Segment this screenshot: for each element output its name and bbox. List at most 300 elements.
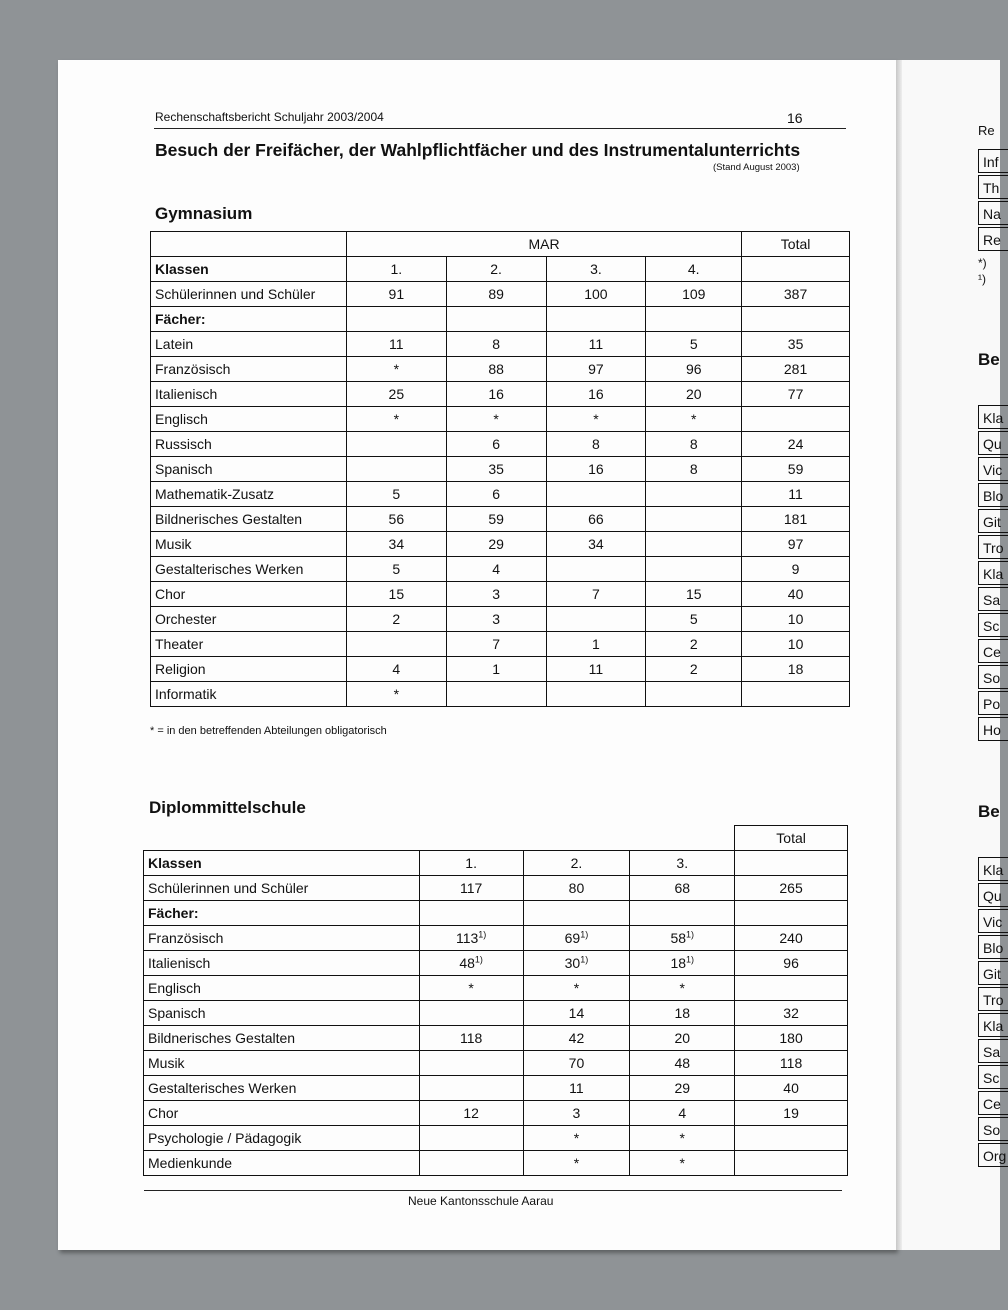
table-row: [144, 1001, 848, 1026]
next-page-cell: Git: [978, 509, 1008, 533]
footnote-marker: 1): [686, 954, 695, 965]
cell-value: [419, 1151, 523, 1176]
cell-value: 11: [546, 657, 646, 682]
cell-total: 97: [742, 532, 850, 557]
next-page-cell: Ce: [978, 639, 1008, 663]
cell-total: 10: [742, 607, 850, 632]
row-label: Latein: [151, 332, 347, 357]
cell-value: [630, 1051, 735, 1076]
empty-cell: [151, 232, 347, 257]
table-row: [151, 232, 850, 257]
cell-value: [523, 976, 630, 1001]
empty-cell: [735, 901, 848, 926]
dms-table: [143, 825, 848, 1176]
cell-value: [630, 1001, 735, 1026]
cell-value: 117: [419, 876, 523, 901]
cell-number: 48: [674, 1055, 691, 1071]
cell-number: 3: [572, 1105, 581, 1121]
cell-value: [546, 682, 646, 707]
cell-total: [735, 1076, 848, 1101]
cell-value: 5: [646, 332, 742, 357]
table-row: [144, 1026, 848, 1051]
table-row: [144, 826, 848, 851]
next-page-cell: Blo: [978, 483, 1008, 507]
cell-total: [735, 926, 848, 951]
next-page-cell: Sa: [978, 587, 1008, 611]
row-label: Medienkunde: [144, 1151, 420, 1176]
cell-value: 5: [346, 557, 446, 582]
empty-cell: [144, 826, 420, 851]
table-row: [151, 657, 850, 682]
cell-value: 97: [546, 357, 646, 382]
header-rule: [154, 128, 846, 129]
row-label: Schülerinnen und Schüler: [151, 282, 347, 307]
cell-value: [630, 1151, 735, 1176]
cell-total: 35: [742, 332, 850, 357]
cell-value: [523, 1001, 630, 1026]
running-header: Rechenschaftsbericht Schuljahr 2003/2004: [155, 110, 384, 124]
cell-value: [523, 1026, 630, 1051]
cell-number: 70: [568, 1055, 585, 1071]
cell-total: 9: [742, 557, 850, 582]
cell-value: [546, 557, 646, 582]
cell-value: [446, 682, 546, 707]
table-row: [144, 926, 848, 951]
table-row: [151, 582, 850, 607]
table-row: [144, 951, 848, 976]
cell-value: 89: [446, 282, 546, 307]
footnote-marker: 1): [580, 954, 589, 965]
cell-total: 59: [742, 457, 850, 482]
cell-value: 59: [446, 507, 546, 532]
cell-number: 30: [564, 955, 581, 971]
total-header: Total: [735, 826, 848, 851]
row-label: Mathematik-Zusatz: [151, 482, 347, 507]
cell-value: 5: [346, 482, 446, 507]
table-row: [144, 1126, 848, 1151]
table-row: [151, 432, 850, 457]
cell-value: 20: [646, 382, 742, 407]
next-page-cell: Po: [978, 691, 1008, 715]
cell-value: 8: [646, 457, 742, 482]
footnote-marker: 1): [474, 954, 483, 965]
empty-cell: [742, 307, 850, 332]
cell-value: 6: [446, 482, 546, 507]
cell-number: 20: [674, 1030, 691, 1046]
next-page-cell: Th: [978, 175, 1008, 199]
cell-number: *: [679, 1130, 685, 1146]
cell-number: *: [468, 980, 474, 996]
footnote: * = in den betreffenden Abteilungen obligatorisch: [150, 725, 387, 737]
cell-number: *: [573, 1155, 580, 1171]
cell-total: 24: [742, 432, 850, 457]
faecher-label: Fächer:: [151, 307, 347, 332]
cell-number: 69: [564, 930, 581, 946]
next-page-cell: Tro: [978, 535, 1008, 559]
page-number: 16: [787, 110, 803, 126]
class-header: 1.: [346, 257, 446, 282]
cell-total: [735, 1001, 848, 1026]
empty-cell: [419, 826, 523, 851]
table-row: [151, 507, 850, 532]
cell-value: 56: [346, 507, 446, 532]
cell-value: [419, 1076, 523, 1101]
row-label: Gestalterisches Werken: [151, 557, 347, 582]
next-page-header: Re: [978, 123, 995, 138]
cell-value: [546, 482, 646, 507]
cell-value: 2: [646, 657, 742, 682]
next-page-cell: Vic: [978, 909, 1008, 933]
row-label: Bildnerisches Gestalten: [144, 1026, 420, 1051]
row-label: Französisch: [151, 357, 347, 382]
cell-number: *: [679, 980, 685, 996]
class-header: 1.: [419, 851, 523, 876]
cell-value: 15: [346, 582, 446, 607]
table-row: [151, 632, 850, 657]
empty-cell: [446, 307, 546, 332]
row-label: Russisch: [151, 432, 347, 457]
empty-cell: [523, 826, 630, 851]
cell-number: 48: [459, 955, 475, 971]
cell-value: 3: [446, 582, 546, 607]
table-row: [144, 901, 848, 926]
next-page-note: ¹): [978, 272, 986, 286]
table-row: [144, 1051, 848, 1076]
cell-total: 18: [742, 657, 850, 682]
cell-number: *: [573, 1130, 580, 1146]
table-row: [151, 282, 850, 307]
table-row: [151, 332, 850, 357]
cell-value: [646, 532, 742, 557]
next-page-cell: Qu: [978, 883, 1008, 907]
class-header: 2.: [523, 851, 630, 876]
row-label: Religion: [151, 657, 347, 682]
table-row: [144, 976, 848, 1001]
next-page-cell: Sc: [978, 1065, 1008, 1089]
cell-total: [742, 407, 850, 432]
cell-value: 11: [346, 332, 446, 357]
footnote-marker: 1): [580, 929, 589, 940]
cell-value: *: [346, 407, 446, 432]
row-label: Englisch: [151, 407, 347, 432]
next-page-cell: So: [978, 1117, 1008, 1141]
cell-value: 109: [646, 282, 742, 307]
cell-number: 32: [783, 1005, 799, 1021]
cell-total: [735, 976, 848, 1001]
empty-cell: [523, 901, 630, 926]
cell-number: 96: [783, 955, 799, 971]
klassen-label: Klassen: [144, 851, 420, 876]
cell-number: 19: [783, 1105, 799, 1121]
cell-value: [523, 1151, 630, 1176]
next-page-cell: So: [978, 665, 1008, 689]
table-row: [151, 357, 850, 382]
stand-date: (Stand August 2003): [713, 162, 800, 173]
empty-cell: [346, 307, 446, 332]
cell-total: [735, 1026, 848, 1051]
next-page-cell: Re: [978, 227, 1008, 251]
cell-number: *: [679, 1155, 685, 1171]
cell-number: 12: [463, 1105, 479, 1121]
row-label: Französisch: [144, 926, 420, 951]
section-title-dms: Diplommittelschule: [149, 798, 306, 817]
cell-value: *: [646, 407, 742, 432]
total-header: Total: [742, 232, 850, 257]
cell-value: 100: [546, 282, 646, 307]
cell-value: 80: [523, 876, 630, 901]
table-row: [144, 876, 848, 901]
cell-value: 16: [446, 382, 546, 407]
next-page-heading: Be: [978, 350, 1000, 369]
cell-value: [419, 1126, 523, 1151]
next-page-cell: Qu: [978, 431, 1008, 455]
table-row: [144, 1151, 848, 1176]
row-label: Spanisch: [144, 1001, 420, 1026]
cell-value: 88: [446, 357, 546, 382]
cell-total: [735, 1101, 848, 1126]
cell-value: *: [546, 407, 646, 432]
cell-value: 66: [546, 507, 646, 532]
cell-value: [523, 951, 630, 976]
cell-value: [523, 1076, 630, 1101]
next-page-note: *): [978, 256, 987, 270]
cell-value: [523, 1051, 630, 1076]
cell-value: *: [446, 407, 546, 432]
class-header: 2.: [446, 257, 546, 282]
klassen-label: Klassen: [151, 257, 347, 282]
cell-number: 180: [779, 1030, 803, 1046]
table-row: [144, 1101, 848, 1126]
cell-value: 8: [446, 332, 546, 357]
page-title: Besuch der Freifächer, der Wahlpflichtfächer und des Instrumentalunterrichts: [155, 140, 801, 160]
row-label: Italienisch: [151, 382, 347, 407]
footer-rule: [144, 1190, 842, 1191]
cell-value: [523, 1126, 630, 1151]
cell-total: [742, 682, 850, 707]
next-page-cell: Kla: [978, 405, 1008, 429]
next-page-cell: Na: [978, 201, 1008, 225]
table-row: [151, 257, 850, 282]
cell-total: 10: [742, 632, 850, 657]
cell-value: [630, 1026, 735, 1051]
cell-number: 240: [779, 930, 803, 946]
cell-value: [419, 1001, 523, 1026]
cell-total: [735, 1126, 848, 1151]
cell-value: [646, 682, 742, 707]
row-label: Schülerinnen und Schüler: [144, 876, 420, 901]
table-row: [151, 307, 850, 332]
cell-value: *: [346, 357, 446, 382]
cell-value: [630, 1101, 735, 1126]
cell-total: [735, 1051, 848, 1076]
row-label: Musik: [151, 532, 347, 557]
cell-value: 16: [546, 457, 646, 482]
next-page-cell: Kla: [978, 561, 1008, 585]
row-label: Spanisch: [151, 457, 347, 482]
gymnasium-table: [150, 231, 850, 707]
cell-value: 91: [346, 282, 446, 307]
cell-value: 16: [546, 382, 646, 407]
next-page-cell: Sc: [978, 613, 1008, 637]
cell-value: [419, 951, 523, 976]
report-page: [58, 60, 896, 1250]
footnote-marker: 1): [478, 929, 487, 940]
cell-total: 40: [742, 582, 850, 607]
cell-number: 18: [670, 955, 687, 971]
cell-number: 18: [674, 1005, 691, 1021]
cell-total: 11: [742, 482, 850, 507]
empty-cell: [630, 901, 735, 926]
cell-number: 118: [779, 1055, 803, 1071]
row-label: Theater: [151, 632, 347, 657]
cell-value: [419, 926, 523, 951]
row-label: Orchester: [151, 607, 347, 632]
class-header: 4.: [646, 257, 742, 282]
cell-value: 3: [446, 607, 546, 632]
cell-value: 35: [446, 457, 546, 482]
cell-value: 7: [546, 582, 646, 607]
cell-value: *: [346, 682, 446, 707]
cell-number: *: [573, 980, 580, 996]
row-label: Englisch: [144, 976, 420, 1001]
cell-value: [646, 482, 742, 507]
cell-value: [630, 1126, 735, 1151]
row-label: Chor: [144, 1101, 420, 1126]
cell-value: 1: [546, 632, 646, 657]
next-page-cell: Kla: [978, 857, 1008, 881]
cell-number: 42: [568, 1030, 585, 1046]
cell-value: [419, 976, 523, 1001]
footnote-marker: 1): [686, 929, 695, 940]
cell-number: 4: [678, 1105, 687, 1121]
next-page-cell: Blo: [978, 935, 1008, 959]
cell-value: [630, 926, 735, 951]
cell-value: 6: [446, 432, 546, 457]
cell-total: 181: [742, 507, 850, 532]
cell-total: 265: [735, 876, 848, 901]
cell-value: [646, 507, 742, 532]
cell-value: 2: [346, 607, 446, 632]
cell-value: [346, 432, 446, 457]
table-row: [151, 382, 850, 407]
cell-value: 4: [346, 657, 446, 682]
section-title-gymnasium: Gymnasium: [155, 204, 253, 223]
next-page-cell: Inf: [978, 149, 1008, 173]
next-page-heading: Be: [978, 802, 1000, 821]
cell-value: 2: [646, 632, 742, 657]
table-row: [151, 482, 850, 507]
empty-cell: [742, 257, 850, 282]
cell-value: [630, 976, 735, 1001]
next-page-cell: Git: [978, 961, 1008, 985]
cell-total: 77: [742, 382, 850, 407]
cell-value: 1: [446, 657, 546, 682]
empty-cell: [546, 307, 646, 332]
cell-value: 25: [346, 382, 446, 407]
cell-value: [630, 951, 735, 976]
cell-number: 11: [569, 1080, 584, 1096]
class-header: 3.: [546, 257, 646, 282]
cell-value: 11: [546, 332, 646, 357]
cell-value: 15: [646, 582, 742, 607]
cell-number: 118: [459, 1030, 483, 1046]
cell-value: [346, 632, 446, 657]
next-page-cell: Tro: [978, 987, 1008, 1011]
cell-total: 281: [742, 357, 850, 382]
cell-value: 7: [446, 632, 546, 657]
cell-value: [523, 926, 630, 951]
cell-value: 96: [646, 357, 742, 382]
table-row: [151, 457, 850, 482]
cell-value: [419, 1051, 523, 1076]
next-page-cell: Ce: [978, 1091, 1008, 1115]
row-label: Italienisch: [144, 951, 420, 976]
table-row: [151, 682, 850, 707]
cell-value: [419, 1026, 523, 1051]
next-page-edge: [902, 60, 1007, 1250]
footer-text: Neue Kantonsschule Aarau: [408, 1194, 554, 1208]
cell-value: [419, 1101, 523, 1126]
cell-total: 387: [742, 282, 850, 307]
cell-number: 58: [670, 930, 687, 946]
cell-value: 4: [446, 557, 546, 582]
class-header: 3.: [630, 851, 735, 876]
cell-value: [523, 1101, 630, 1126]
cell-value: 34: [546, 532, 646, 557]
empty-cell: [735, 851, 848, 876]
cell-value: 5: [646, 607, 742, 632]
cell-total: [735, 1151, 848, 1176]
next-page-cell: Kla: [978, 1013, 1008, 1037]
row-label: Informatik: [151, 682, 347, 707]
next-page-cell: Ho: [978, 717, 1008, 741]
table-row: [151, 407, 850, 432]
cell-number: 29: [674, 1080, 691, 1096]
next-page-cell: Sa: [978, 1039, 1008, 1063]
row-label: Psychologie / Pädagogik: [144, 1126, 420, 1151]
row-label: Gestalterisches Werken: [144, 1076, 420, 1101]
cell-number: 113: [455, 930, 479, 946]
cell-value: 8: [646, 432, 742, 457]
cell-value: [630, 1076, 735, 1101]
cell-value: [646, 557, 742, 582]
cell-value: 68: [630, 876, 735, 901]
next-page-cell: Vic: [978, 457, 1008, 481]
next-page-cell: Org: [978, 1143, 1008, 1167]
row-label: Chor: [151, 582, 347, 607]
table-row: [144, 1076, 848, 1101]
cell-value: 8: [546, 432, 646, 457]
row-label: Bildnerisches Gestalten: [151, 507, 347, 532]
table-row: [151, 557, 850, 582]
cell-value: 29: [446, 532, 546, 557]
cell-total: [735, 951, 848, 976]
cell-number: 14: [568, 1005, 585, 1021]
empty-cell: [630, 826, 735, 851]
empty-cell: [419, 901, 523, 926]
cell-value: [346, 457, 446, 482]
cell-value: 34: [346, 532, 446, 557]
group-header-mar: MAR: [346, 232, 741, 257]
table-row: [151, 607, 850, 632]
faecher-label: Fächer:: [144, 901, 420, 926]
table-row: [144, 851, 848, 876]
table-row: [151, 532, 850, 557]
row-label: Musik: [144, 1051, 420, 1076]
cell-value: [546, 607, 646, 632]
empty-cell: [646, 307, 742, 332]
cell-number: 40: [783, 1080, 799, 1096]
